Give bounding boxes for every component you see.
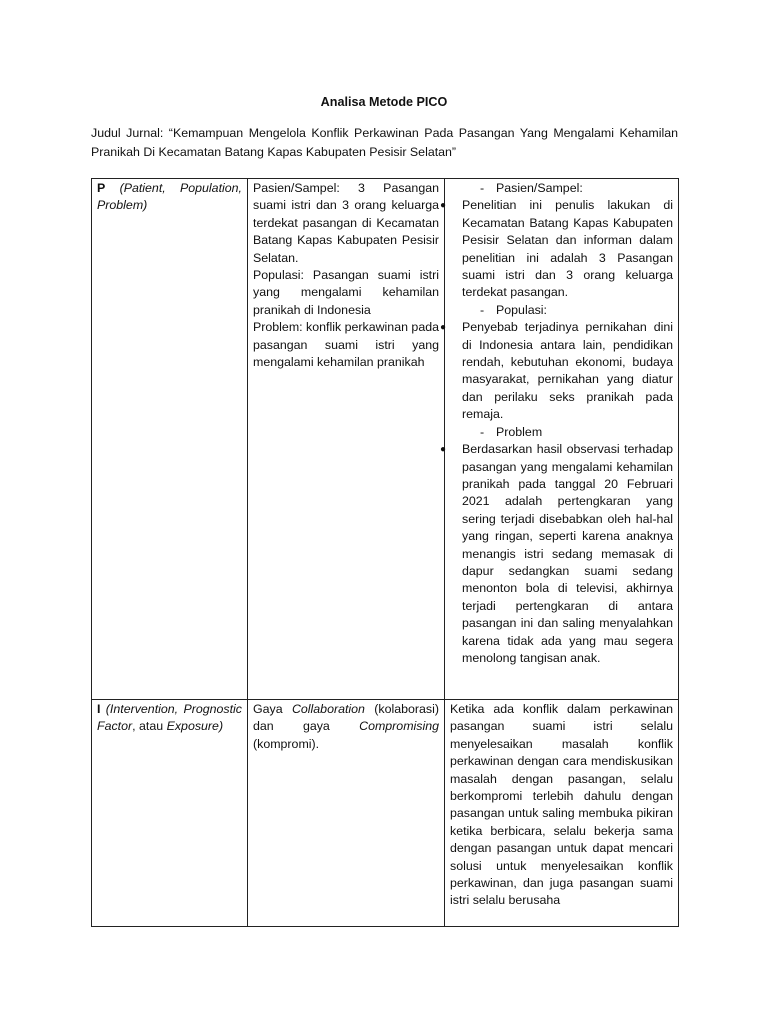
row-i-summary-cell: [248, 700, 445, 927]
document-title: Analisa Metode PICO: [320, 95, 448, 109]
row-i-label-part3: Exposure): [166, 719, 224, 734]
bullet-item-problem: ● Berdasarkan hasil observasi terhadap pasangan yang mengalami kehamilan pranikah pada tanggal 20 Februari 2021 adalah pertengkaran yang sering terjadi disebabkan oleh hal-hal yang ringan, seperti karena anaknya menangis istri sedang memasak di dapur sedangkan suami sedang menonton bola di televisi, akhirnya terjadi pertengkaran di antara pasangan ini dan saling menyalahkan karena tidak ada yang mau segera menolong tangisan anak.: [440, 442, 673, 665]
subheading-sample: - Pasien/Sampel:: [480, 181, 583, 195]
row-i-key: I: [97, 702, 101, 716]
row-i-label-part2: , atau: [132, 719, 164, 734]
subheading-population: - Populasi:: [480, 302, 547, 317]
row-p-detail-cell: [440, 179, 679, 700]
row-i-label-part1: (Intervention, Prognostic Factor: [97, 702, 242, 734]
journal-title: Judul Jurnal: “Kemampuan Mengelola Konflik Perkawinan Pada Pasangan Yang Mengalami Kehamilan Pranikah Di Kecamatan Batang Kapas Kabupaten Pesisir Selatan”: [91, 126, 678, 159]
row-i-text-5: (kompromi).: [253, 736, 320, 751]
row-p-population-text: Populasi: Pasangan suami istri yang mengalami kehamilan pranikah di Indonesia: [253, 268, 439, 317]
row-p-key: P: [97, 181, 106, 195]
table-row-p: [92, 179, 679, 700]
row-i-detail-cell: [445, 700, 679, 927]
subheading-problem: - Problem: [480, 424, 543, 439]
row-i-text-1: Gaya: [253, 702, 283, 716]
row-i-text-4: Compromising: [359, 719, 439, 734]
row-p-label: (Patient, Population, Problem): [97, 181, 242, 213]
row-p-sample-text: Pasien/Sampel: 3 Pasangan suami istri dan 3 orang keluarga terdekat pasangan di Kecamatan Batang Kapas Kabupaten Pesisir Selatan.: [253, 181, 439, 265]
bullet-item-sample: ● Penelitian ini penulis lakukan di Kecamatan Batang Kapas Kabupaten Pesisir Selatan dan informan dalam penelitian ini adalah 3 Pasangan suami istri dan 3 orang keluarga terdekat pasangan.: [440, 198, 673, 300]
row-i-text-2: Collaboration: [291, 702, 365, 716]
bullet-icon: ●: [440, 322, 447, 334]
pico-table: [91, 178, 679, 927]
bullet-icon: ●: [440, 444, 447, 456]
row-i-text-3: (kolaborasi) dan gaya: [253, 702, 439, 734]
bullet-icon: ●: [440, 200, 447, 212]
bullet-item-population: ● Penyebab terjadinya pernikahan dini di Indonesia antara lain, pendidikan rendah, kebutuhan ekonomi, budaya masyarakat, pernikahan yang diatur dan perilaku seks pranikah pada remaja.: [440, 320, 673, 422]
row-p-label-cell: [92, 179, 248, 700]
row-i-label-cell: [92, 700, 248, 927]
row-i-detail-text: Ketika ada konflik dalam perkawinan pasangan suami istri selalu menyelesaikan masalah konflik perkawinan dengan cara mendiskusikan masalah dengan pasangan, selalu berkompromi terlebih dahulu dengan pasangan untuk saling membuka pikiran ketika berbicara, selalu bekerja sama dengan pasangan untuk dapat mencari solusi untuk menyelesaikan konflik perkawinan, dan juga pasangan suami istri selalu berusaha: [450, 702, 673, 908]
row-p-problem-text: Problem: konflik perkawinan pada pasangan suami istri yang mengalami kehamilan pranikah: [253, 320, 439, 370]
table-row-i: [92, 700, 679, 927]
row-p-summary-cell: [248, 179, 445, 700]
